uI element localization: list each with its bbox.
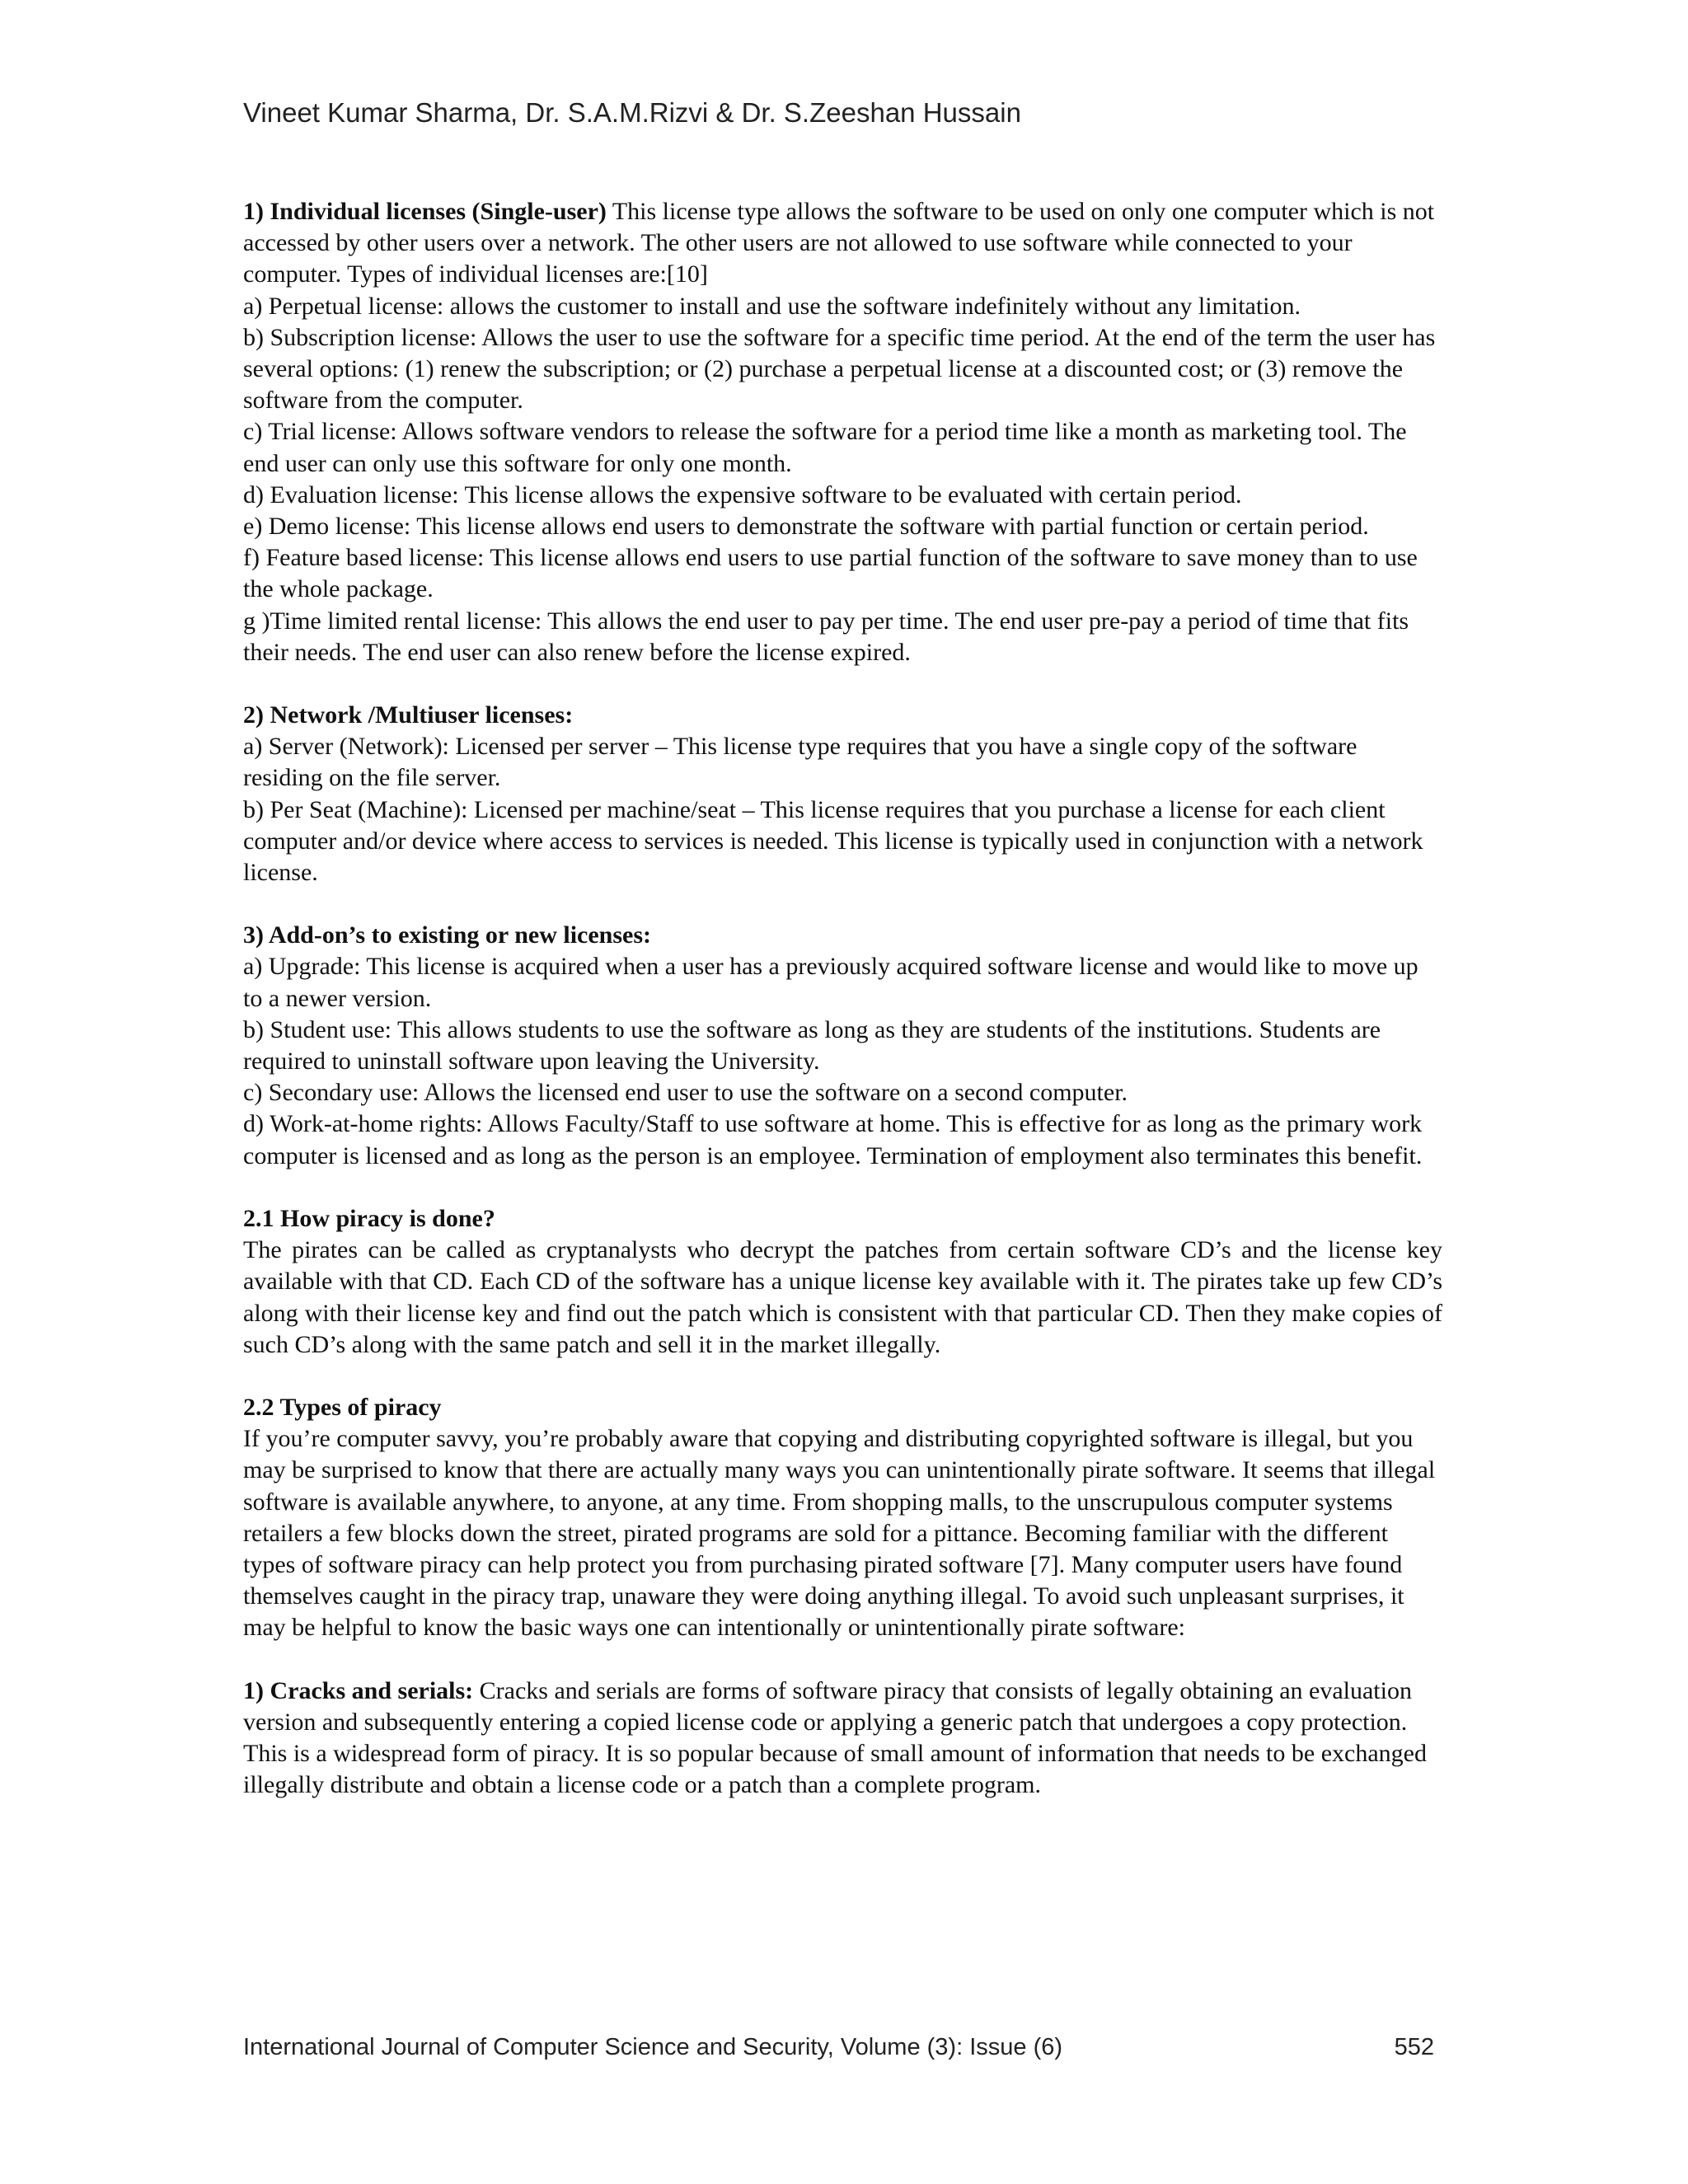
list-item: b) Student use: This allows students to use the software as long as they are students of the institutions. Students are required to uninstall software upon leaving the University. — [243, 1015, 1381, 1076]
page-footer — [243, 2034, 1434, 2061]
list-item: c) Secondary use: Allows the licensed end user to use the software on a second computer. — [243, 1079, 1128, 1107]
cracks-and-serials-text: Cracks and serials are forms of software piracy that consists of legally obtaining an evaluation version and subsequently entering a copied license code or applying a generic patch that undergoes a copy protection. This is a widespread form of piracy. It is so popular because of small amount of information that needs to be exchanged illegally distribute and obtain a license code or a patch than a complete program. — [243, 1676, 1427, 1799]
paragraph-how-piracy-is-done: The pirates can be called as cryptanalysts who decrypt the patches from certain software CD’s and the license key available with that CD. Each CD of the software has a unique license key available with it. The pirates take up few CD’s along with their license key and find out the patch which is consistent with that particular CD. Then they make copies of such CD’s along with the same patch and sell it in the market illegally. — [243, 1236, 1442, 1358]
page-number: 552 — [1394, 2034, 1434, 2060]
heading-types-of-piracy: 2.2 Types of piracy — [243, 1393, 442, 1421]
heading-individual-licenses: 1) Individual licenses (Single-user) — [243, 198, 607, 225]
heading-network-licenses: 2) Network /Multiuser licenses: — [243, 701, 574, 729]
list-item: a) Perpetual license: allows the customer to install and use the software indefinitely without any limitation. — [243, 292, 1301, 320]
article-body — [243, 196, 1442, 1801]
list-item: a) Server (Network): Licensed per server – This license type requires that you have a single copy of the software residing on the file server. — [243, 733, 1357, 792]
list-item: d) Work-at-home rights: Allows Faculty/Staff to use software at home. This is effective for as long as the primary work computer is licensed and as long as the person is an employee. Termination of employment also terminates this benefit. — [243, 1110, 1423, 1169]
heading-add-ons: 3) Add-on’s to existing or new licenses: — [243, 921, 651, 949]
paragraph-types-of-piracy: If you’re computer savvy, you’re probably aware that copying and distributing copyrighted software is illegal, but you may be surprised to know that there are actually many ways you can unintentionally pirate software. It seems that illegal software is available anywhere, to anyone, at any time. From shopping malls, to the unscrupulous computer systems retailers a few blocks down the street, pirated programs are sold for a pittance. Becoming familiar with the different types of software piracy can help protect you from purchasing pirated software [7]. Many computer users have found themselves caught in the piracy trap, unaware they were doing anything illegal. To avoid such unpleasant surprises, it may be helpful to know the basic ways one can intentionally or unintentionally pirate software: — [243, 1425, 1436, 1642]
paragraph-cracks-and-serials — [243, 1675, 1442, 1802]
paragraph-individual-licenses — [243, 196, 1442, 291]
list-item: g )Time limited rental license: This allows the end user to pay per time. The end user pre-pay a period of time that fits their needs. The end user can also renew before the license expired. — [243, 607, 1409, 666]
list-item: b) Subscription license: Allows the user to use the software for a specific time period. At the end of the term the user has several options: (1) renew the subscription; or (2) purchase a perpetual license at a discounted cost; or (3) remove the software from the computer. — [243, 323, 1436, 415]
individual-licenses-intro: This license type allows the software to be used on only one computer which is not accessed by other users over a network. The other users are not allowed to use software while connected to your computer. Types of individual licenses are:[10] — [243, 198, 1435, 288]
footer-journal: International Journal of Computer Science and Security, Volume (3): Issue (6) — [243, 2034, 1063, 2060]
list-item: f) Feature based license: This license allows end users to use partial function of the software to save money than to use the whole package. — [243, 544, 1418, 603]
list-item: a) Upgrade: This license is acquired when a user has a previously acquired software license and would like to move up to a newer version. — [243, 953, 1418, 1012]
heading-cracks-and-serials: 1) Cracks and serials: — [243, 1676, 474, 1704]
list-item: c) Trial license: Allows software vendors to release the software for a period time like a month as marketing tool. The end user can only use this software for only one month. — [243, 418, 1407, 477]
list-item: d) Evaluation license: This license allows the expensive software to be evaluated with certain period. — [243, 480, 1242, 509]
list-item: b) Per Seat (Machine): Licensed per machine/seat – This license requires that you purchase a license for each client computer and/or device where access to services is needed. This license is typically used in conjunction with a network license. — [243, 795, 1423, 887]
list-item: e) Demo license: This license allows end users to demonstrate the software with partial function or certain period. — [243, 513, 1369, 541]
heading-how-piracy-is-done: 2.1 How piracy is done? — [243, 1204, 495, 1232]
running-header: Vineet Kumar Sharma, Dr. S.A.M.Rizvi & Dr. S.Zeeshan Hussain — [243, 97, 1021, 128]
